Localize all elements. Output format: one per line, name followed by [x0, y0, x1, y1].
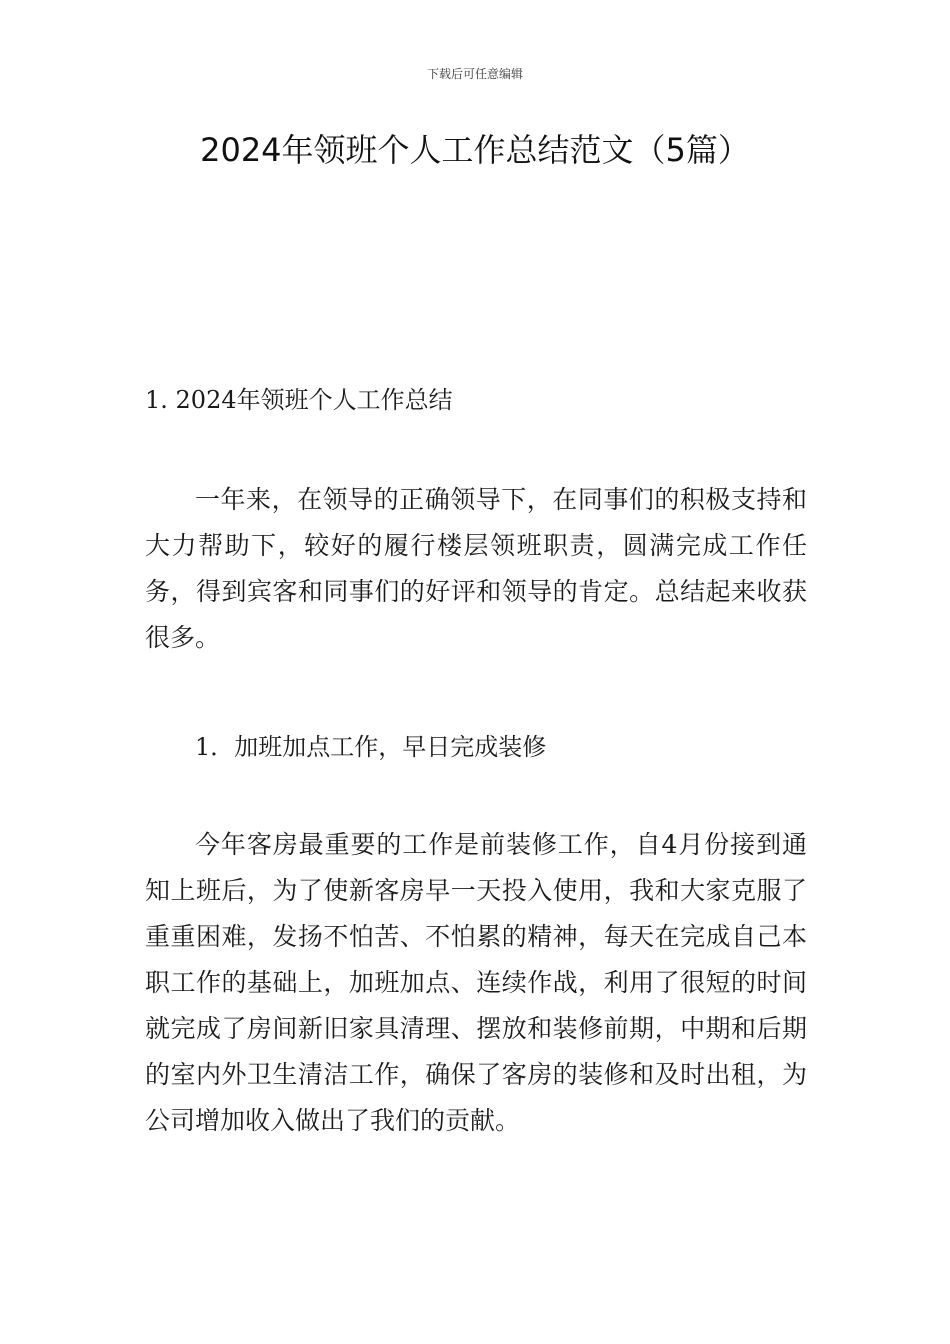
header-note: 下载后可任意编辑 [426, 67, 523, 81]
subheading-overtime: 1．加班加点工作，早日完成装修 [195, 733, 547, 761]
document-title: 2024年领班个人工作总结范文（5篇） [200, 131, 750, 169]
paragraph-intro: 一年来，在领导的正确领导下，在同事们的积极支持和大力帮助下，较好的履行楼层领班职责，圆满完成工作任务，得到宾客和同事们的好评和领导的肯定。总结起来收获很多。 [145, 485, 807, 652]
section-heading: 1. 2024年领班个人工作总结 [145, 386, 453, 414]
paragraph-renovation: 今年客房最重要的工作是前装修工作，自4月份接到通知上班后，为了使新客房早一天投入使用，我和大家克服了重重困难，发扬不怕苦、不怕累的精神，每天在完成自己本职工作的基础上，加班加点、连续作战，利用了很短的时间就完成了房间新旧家具清理、摆放和装修前期，中期和后期的室内外卫生清洁工作，确保了客房的装修和及时出租，为公司增加收入做出了我们的贡献。 [145, 830, 807, 1135]
